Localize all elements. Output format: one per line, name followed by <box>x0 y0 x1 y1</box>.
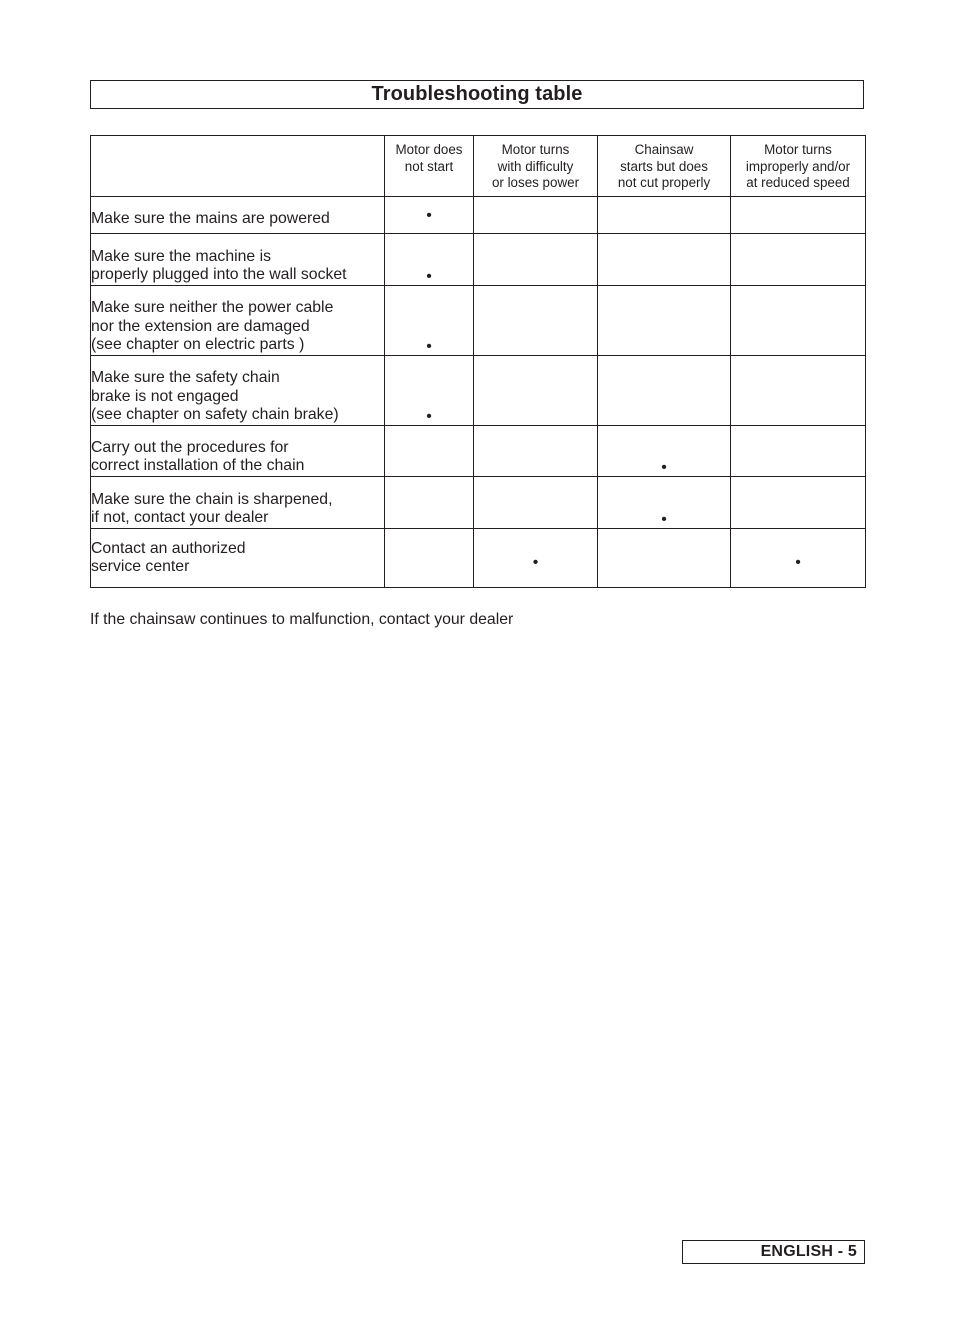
mark-cell <box>385 197 474 234</box>
column-header-chainsaw-does-not-cut <box>598 136 731 197</box>
mark-cell <box>385 286 474 356</box>
header-line: Motor turns <box>501 142 570 157</box>
table-row <box>91 197 866 234</box>
mark-cell <box>731 197 866 234</box>
mark-cell <box>731 426 866 477</box>
header-blank-cell <box>91 136 385 197</box>
table-row <box>91 286 866 356</box>
action-line: Make sure neither the power cable <box>91 299 334 317</box>
header-line: starts but does <box>620 158 708 174</box>
mark-cell <box>385 234 474 286</box>
bullet-mark: • <box>661 511 667 528</box>
action-line: Contact an authorized <box>91 539 246 557</box>
action-cell <box>91 529 385 588</box>
action-cell <box>91 286 385 356</box>
mark-cell <box>474 477 598 529</box>
action-cell <box>91 426 385 477</box>
mark-cell <box>474 286 598 356</box>
action-cell <box>91 234 385 286</box>
bullet-mark: • <box>426 268 432 285</box>
action-line: nor the extension are damaged <box>91 317 310 335</box>
bullet-mark: • <box>661 459 667 476</box>
header-line: Chainsaw <box>634 142 694 157</box>
mark-cell <box>598 234 731 286</box>
mark-cell <box>598 286 731 356</box>
header-line: not start <box>404 158 454 174</box>
bullet-mark: • <box>532 554 539 571</box>
action-line: Make sure the machine is <box>91 247 271 265</box>
column-header-motor-turns-with-difficulty <box>474 136 598 197</box>
mark-cell <box>731 477 866 529</box>
mark-cell <box>731 356 866 426</box>
table-row <box>91 477 866 529</box>
mark-cell <box>385 477 474 529</box>
page-number-box <box>682 1240 865 1264</box>
action-line: Carry out the procedures for <box>91 438 289 456</box>
mark-cell <box>474 529 598 588</box>
action-line: (see chapter on safety chain brake) <box>91 406 339 424</box>
action-line: properly plugged into the wall socket <box>91 266 347 284</box>
action-line: brake is not engaged <box>91 387 239 405</box>
header-line: improperly and/or <box>745 158 851 174</box>
action-cell <box>91 197 385 234</box>
action-cell <box>91 477 385 529</box>
action-line: Make sure the chain is sharpened, <box>91 490 333 508</box>
page-label: ENGLISH - 5 <box>760 1243 857 1260</box>
bullet-mark: • <box>426 338 432 355</box>
troubleshooting-table <box>90 135 866 588</box>
mark-cell <box>474 356 598 426</box>
mark-cell <box>385 529 474 588</box>
mark-cell <box>598 426 731 477</box>
title-box <box>90 80 864 109</box>
mark-cell <box>598 529 731 588</box>
action-cell <box>91 356 385 426</box>
header-line: Motor does <box>395 142 463 157</box>
mark-cell <box>474 426 598 477</box>
column-header-motor-reduced-speed <box>731 136 866 197</box>
mark-cell <box>731 286 866 356</box>
bullet-mark: • <box>426 408 432 425</box>
bullet-mark: • <box>426 207 432 224</box>
header-line: at reduced speed <box>746 175 850 191</box>
table-row <box>91 529 866 588</box>
table-row <box>91 234 866 286</box>
mark-cell <box>385 426 474 477</box>
footnote-text: If the chainsaw continues to malfunction, contact your dealer <box>90 611 514 628</box>
header-row <box>91 136 866 197</box>
mark-cell <box>598 356 731 426</box>
table-row <box>91 356 866 426</box>
mark-cell <box>598 477 731 529</box>
header-line: Motor turns <box>764 142 832 157</box>
action-line: (see chapter on electric parts ) <box>91 336 305 354</box>
mark-cell <box>474 197 598 234</box>
action-line: Make sure the safety chain <box>91 369 280 387</box>
mark-cell <box>731 529 866 588</box>
page-title: Troubleshooting table <box>371 83 583 105</box>
mark-cell <box>474 234 598 286</box>
mark-cell <box>731 234 866 286</box>
bullet-mark: • <box>795 554 801 571</box>
action-line: service center <box>91 558 190 576</box>
column-header-motor-does-not-start <box>385 136 474 197</box>
header-line: or loses power <box>491 175 580 191</box>
header-line: with difficulty <box>497 158 574 174</box>
header-line: not cut properly <box>617 175 711 191</box>
mark-cell <box>385 356 474 426</box>
table-row <box>91 426 866 477</box>
action-line: correct installation of the chain <box>91 457 305 475</box>
action-line: Make sure the mains are powered <box>91 210 330 228</box>
mark-cell <box>598 197 731 234</box>
action-line: if not, contact your dealer <box>91 509 269 527</box>
